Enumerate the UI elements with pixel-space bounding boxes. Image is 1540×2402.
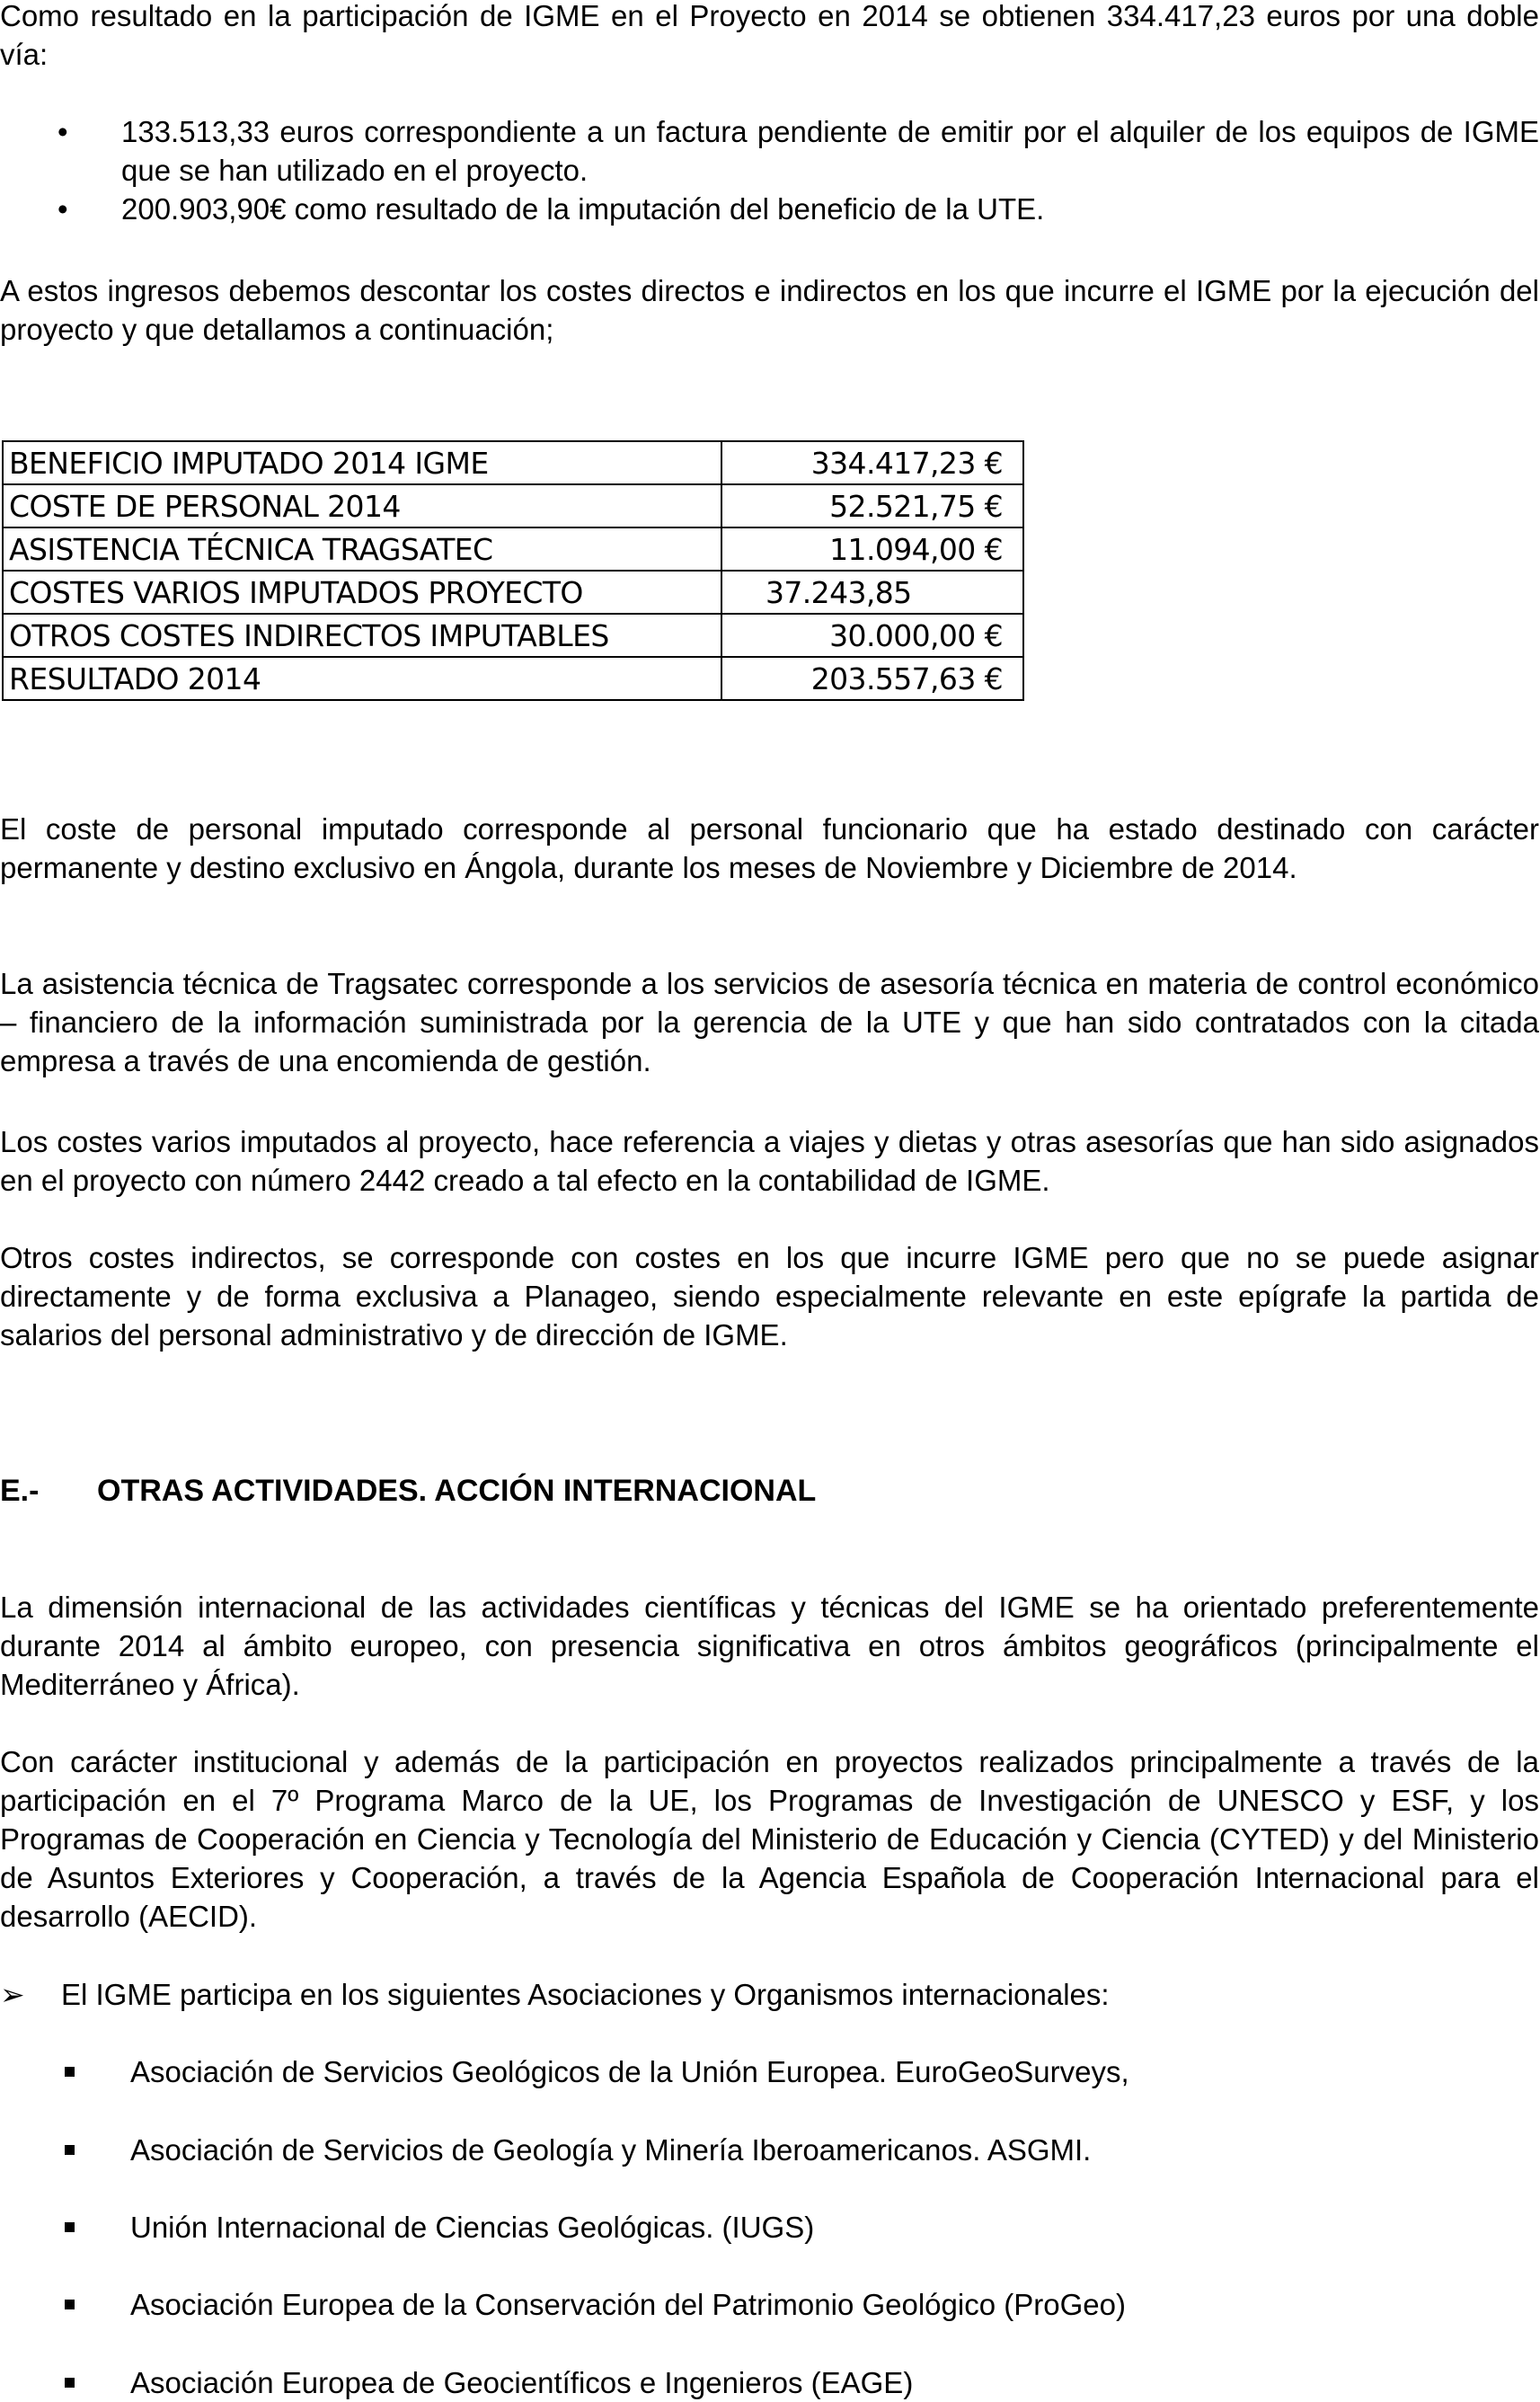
row-label: RESULTADO 2014 [3,657,721,700]
bullet-dot-icon: • [58,192,68,226]
row-amount: 11.094,00 € [721,527,1023,571]
section-paragraph: Con carácter institucional y además de la participación en proyectos realizados principalmente a través de la participación en el 7º Programa Marco de la UE, los Programas de Investigación de UNESCO y ESF, y los Programas de Cooperación en Ciencia y Tecnología del Ministerio de Educación y Ciencia (CYTED) y del Ministerio de Asuntos Exteriores y Cooperación, a través de la Agencia Española de Cooperación Internacional para el desarrollo (AECID). [0,1745,1539,1933]
row-label: BENEFICIO IMPUTADO 2014 IGME [3,441,721,484]
row-amount: 52.521,75 € [721,484,1023,527]
row-amount: 203.557,63 € [721,657,1023,700]
row-label: COSTES VARIOS IMPUTADOS PROYECTO [3,571,721,614]
table-row [3,614,1023,657]
square-bullet-icon [65,2145,75,2155]
cost-table [2,440,1024,701]
intro-after-paragraph: A estos ingresos debemos descontar los costes directos e indirectos en los que incurre el IGME por la ejecución del proyecto y que detallamos a continuación; [0,274,1539,346]
intro-paragraph: Como resultado en la participación de IGME en el Proyecto en 2014 se obtienen 334.417,23 euros por una doble vía: [0,0,1539,71]
row-label: COSTE DE PERSONAL 2014 [3,484,721,527]
row-label: ASISTENCIA TÉCNICA TRAGSATEC [3,527,721,571]
square-bullet-icon [65,2300,75,2309]
bullet-dot-icon: • [58,115,68,148]
row-label: OTROS COSTES INDIRECTOS IMPUTABLES [3,614,721,657]
row-amount: 37.243,85 [721,571,1023,614]
list-item: • 133.513,33 euros correspondiente a un factura pendiente de emitir por el alquiler de los equipos de IGME que se han utilizado en el proyecto. [0,112,1539,190]
body-paragraph: La asistencia técnica de Tragsatec corresponde a los servicios de asesoría técnica en materia de control económico – financiero de la información suministrada por la gerencia de la UTE y que han sido contratados con la citada empresa a través de una encomienda de gestión. [0,967,1539,1077]
list-item: • 200.903,90€ como resultado de la imputación del beneficio de la UTE. [0,190,1539,228]
square-bullet-icon [65,2222,75,2232]
row-amount: 30.000,00 € [721,614,1023,657]
table-row [3,571,1023,614]
section-code: E.- [0,1474,40,1508]
table-row [3,441,1023,484]
row-amount: 334.417,23 € [721,441,1023,484]
table-row [3,657,1023,700]
table-row [3,527,1023,571]
section-paragraph: La dimensión internacional de las actividades científicas y técnicas del IGME se ha orientado preferentemente durante 2014 al ámbito europeo, con presencia significativa en otros ámbitos geográficos (principalmente el Mediterráneo y África). [0,1591,1539,1701]
body-paragraph: Otros costes indirectos, se corresponde con costes en los que incurre IGME pero que no se puede asignar directamente y de forma exclusiva a Planageo, siendo especialmente relevante en este epígrafe la partida de salarios del personal administrativo y de dirección de IGME. [0,1241,1539,1352]
arrow-bullet-icon: ➢ [0,1978,25,2011]
square-bullet-icon [65,2067,75,2077]
body-paragraph: El coste de personal imputado corresponde al personal funcionario que ha estado destinado con carácter permanente y destino exclusivo en Ángola, durante los meses de Noviembre y Diciembre de 2014. [0,812,1539,884]
body-paragraph: Los costes varios imputados al proyecto, hace referencia a viajes y dietas y otras asesorías que han sido asignados en el proyecto con número 2442 creado a tal efecto en la contabilidad de IGME. [0,1125,1539,1197]
square-bullet-icon [65,2378,75,2388]
table-row [3,484,1023,527]
section-title: OTRAS ACTIVIDADES. ACCIÓN INTERNACIONAL [97,1474,817,1508]
